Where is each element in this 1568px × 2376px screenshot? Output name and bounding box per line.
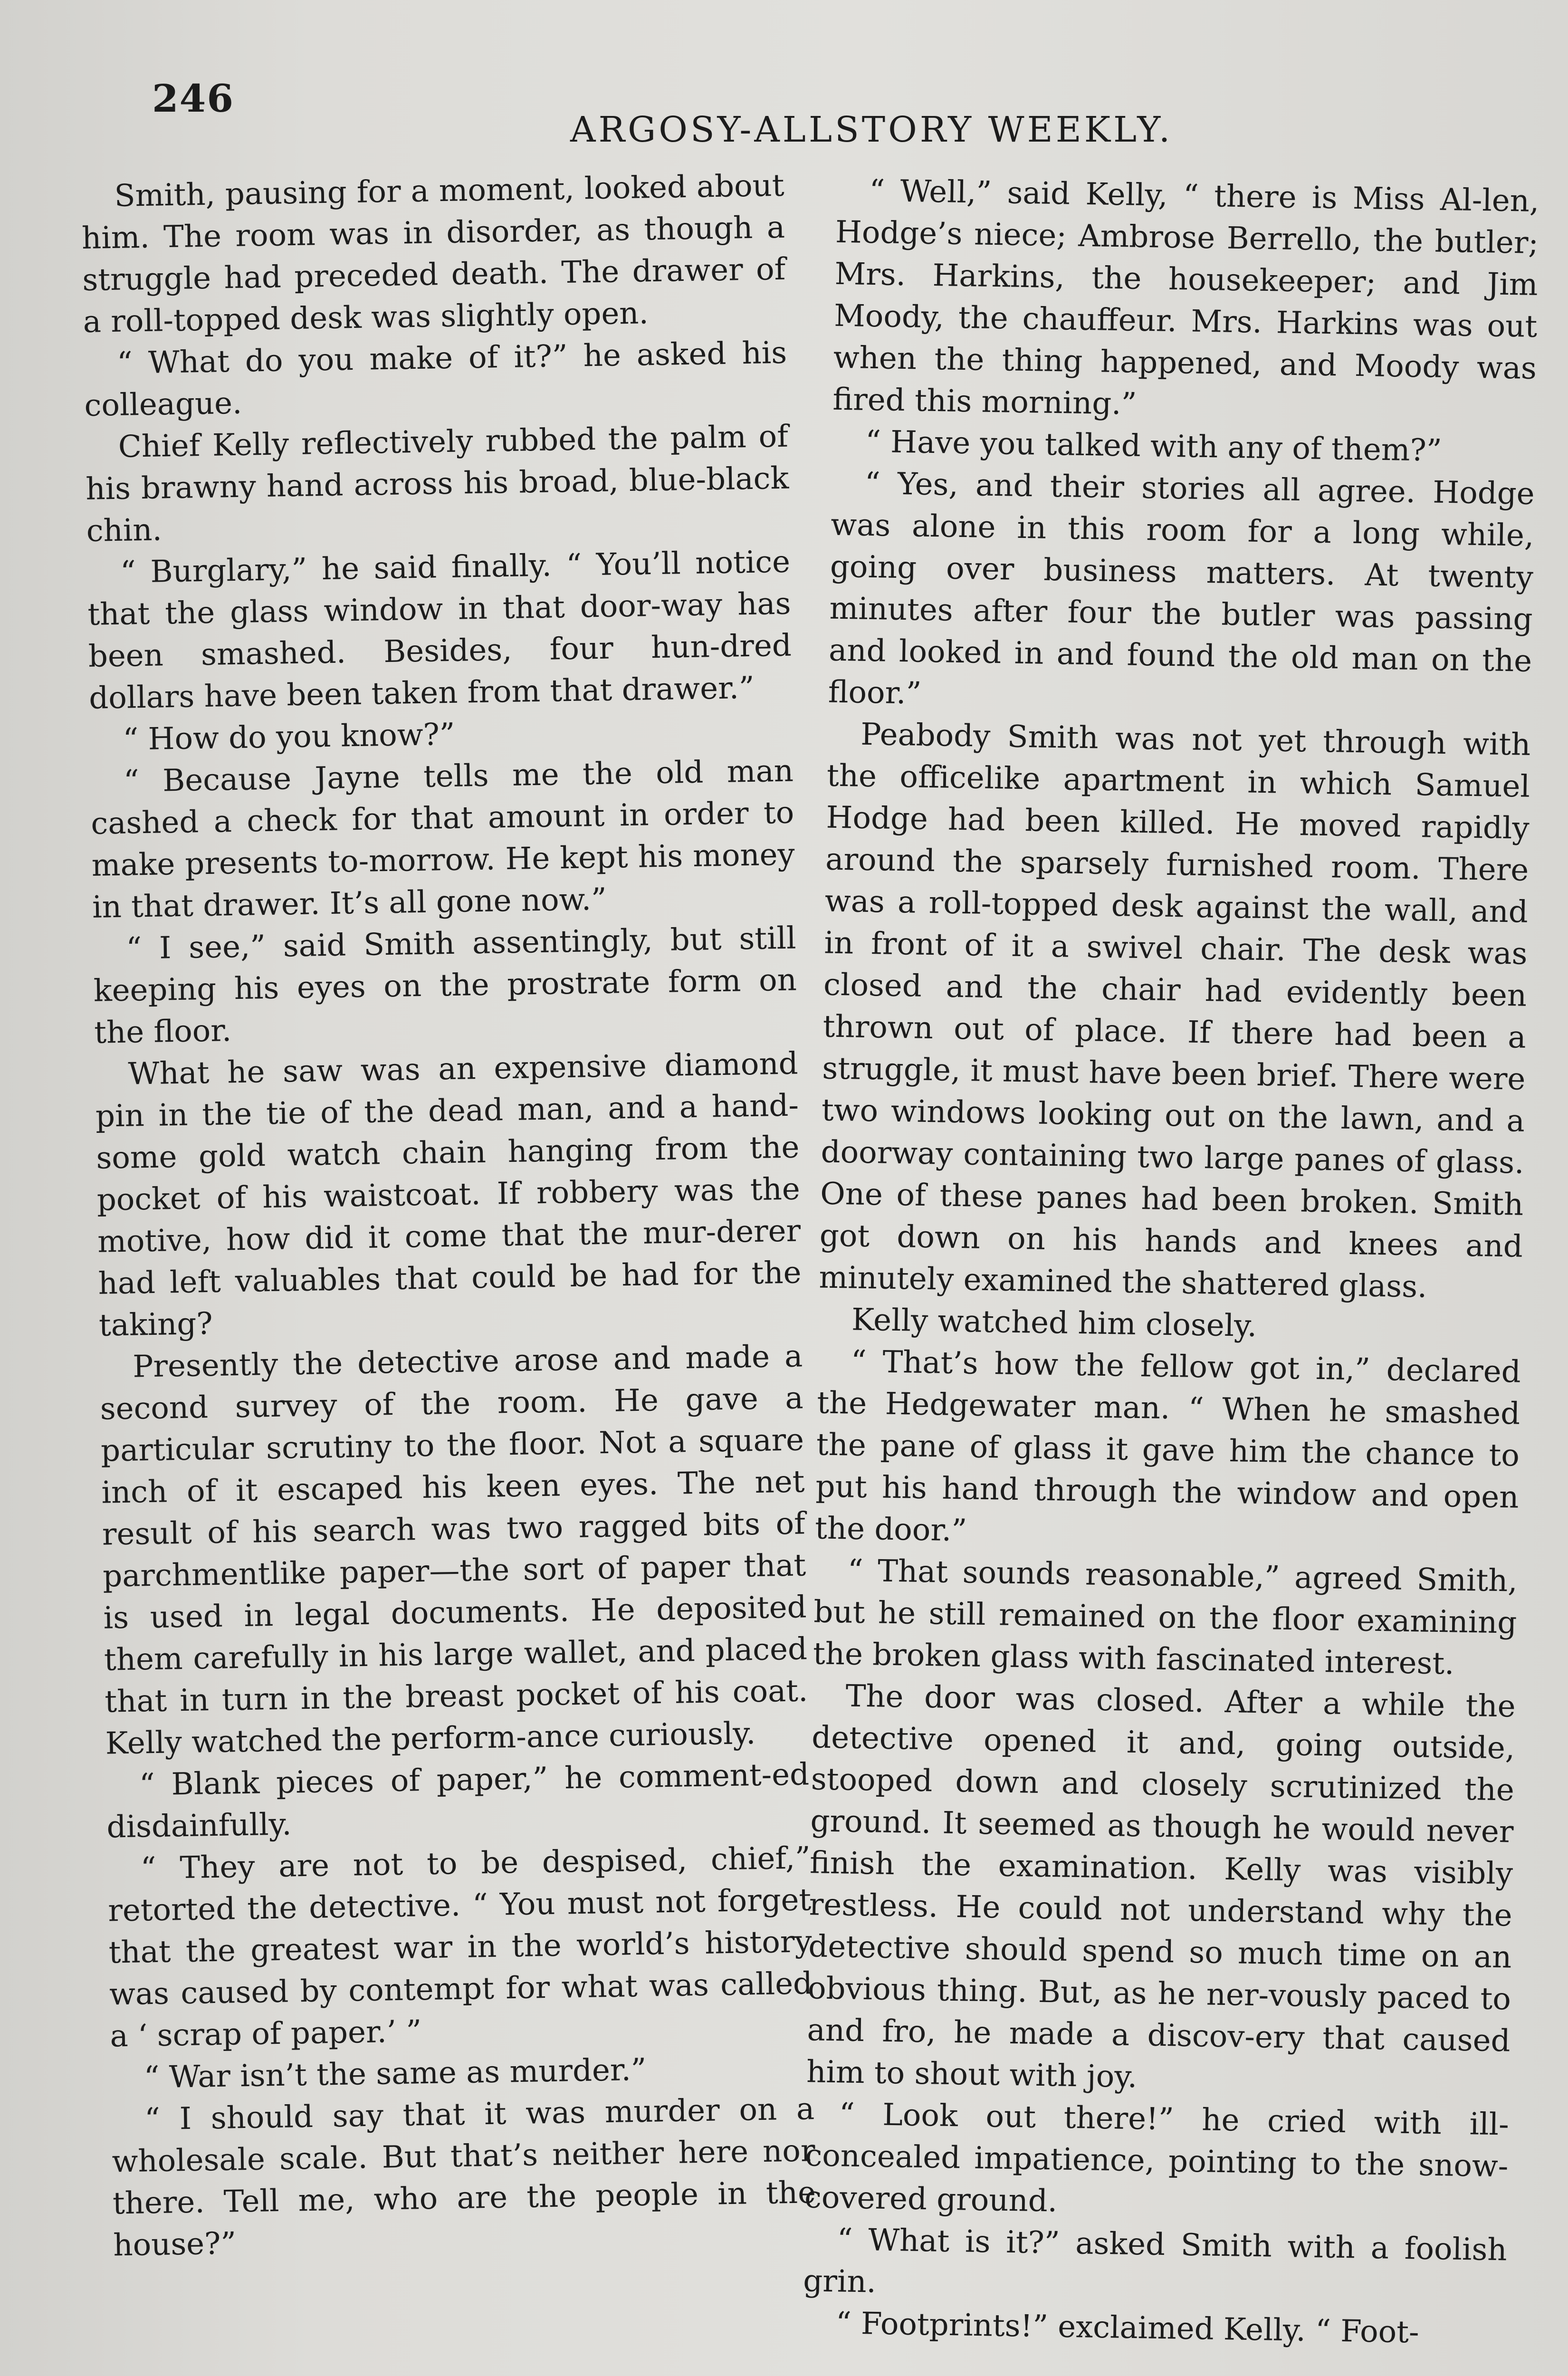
paragraph: What he saw was an expensive diamond pin in the tie of the dead man, and a hand-some gold watch chain hanging from the pocket of his waistcoat. If robbery was the motive, how did it come that the mur-derer had left valuables that could be had for the taking? — [95, 1046, 802, 1343]
paragraph: “ War isn’t the same as murder.” — [143, 2052, 647, 2096]
paragraph: “ Yes, and their stories all agree. Hodge was alone in this room for a long while, going over business matters. At twenty minutes after four the butler was passing and looked in and found the old man on the floor.” — [828, 466, 1535, 711]
paragraph: “ Look out there!” he cried with ill-concealed impatience, pointing to the snow-covered ground. — [804, 2097, 1510, 2219]
paragraph: “ What is it?” asked Smith with a foolish grin. — [803, 2222, 1508, 2300]
running-head: ARGOSY-ALLSTORY WEEKLY. — [570, 109, 1173, 150]
paragraph: “ Blank pieces of paper,” he comment-ed disdainfully. — [106, 1757, 810, 1845]
paragraph: Smith, pausing for a moment, looked about him. The room was in disorder, as though a struggle had preceded death. The drawer of a roll-topped desk was slightly open. — [81, 168, 786, 340]
paragraph: “ Because Jayne tells me the old man cashed a check for that amount in order to make presents to-morrow. He kept his money in that drawer. It’s all gone now.” — [90, 753, 795, 925]
paragraph: Kelly watched him closely. — [851, 1302, 1257, 1344]
paragraph: “ I see,” said Smith assentingly, but still keeping his eyes on the prostrate form on the floor. — [93, 920, 797, 1051]
paragraph: Presently the detective arose and made a second survey of the room. He gave a particular scrutiny to the floor. Not a square inch of it escaped his keen eyes. The net result of his search was two ragged bits of parchmentlike paper—the sort of paper that is used in legal documents. He deposited them carefully in his large wallet, and placed that in turn in the breast pocket of his coat. Kelly watched the perform-ance curiously. — [100, 1339, 808, 1762]
paragraph: “ Footprints!” exclaimed Kelly. “ Foot- — [835, 2306, 1420, 2350]
paragraph: “ Have you talked with any of them?” — [865, 424, 1443, 469]
paragraph: “ Burglary,” he said finally. “ You’ll notice that the glass window in that door-way has been smashed. Besides, four hun-dred dollars have been taken from that drawer.” — [87, 544, 792, 716]
paragraph: “ That’s how the fellow got in,” declared the Hedgewater man. “ When he smashed the pane of glass it gave him the chance to put his hand through the window and open the door.” — [814, 1344, 1521, 1549]
paragraph: “ That sounds reasonable,” agreed Smith, but he still remained on the floor examining the broken glass with fascinated interest. — [813, 1553, 1518, 1682]
paragraph: “ What do you make of it?” he asked his colleague. — [84, 335, 787, 423]
page-number: 246 — [152, 76, 234, 121]
paragraph: “ Well,” said Kelly, “ there is Miss Al-len, Hodge’s niece; Ambrose Berrello, the butler; Mrs. Harkins, the housekeeper; and Jim Moody, the chauffeur. Mrs. Harkins was out when the thing happened, and Moody was fired this morning.” — [832, 173, 1539, 422]
paragraph: “ I should say that it was murder on a wholesale scale. But that’s neither here nor there. Tell me, who are the people in the house?” — [112, 2091, 816, 2263]
left-column — [81, 165, 817, 2267]
paragraph: The door was closed. After a while the detective opened it and, going outside, stooped down and closely scrutinized the ground. It seemed as though he would never finish the examination. Kelly was visibly restless. He could not understand why the detective should spend so much time on an obvious thing. But, as he ner-vously paced to and fro, he made a discov-ery that caused him to shout with joy. — [806, 1678, 1516, 2095]
paragraph: Chief Kelly reflectively rubbed the palm of his brawny hand across his broad, blue-black chin. — [85, 419, 789, 549]
right-column — [802, 170, 1539, 2355]
paragraph: “ How do you know?” — [123, 717, 456, 757]
paragraph: Peabody Smith was not yet through with the officelike apartment in which Samuel Hodge had been killed. He moved rapidly around the sparsely furnished room. There was a roll-topped desk against the wall, and in front of it a swivel chair. The desk was closed and the chair had evidently been thrown out of place. If there had been a struggle, it must have been brief. There were two windows looking out on the lawn, and a doorway containing two large panes of glass. One of these panes had been broken. Smith got down on his hands and knees and minutely examined the shattered glass. — [818, 717, 1531, 1305]
paragraph: “ They are not to be despised, chief,” retorted the detective. “ You must not forget that the greatest war in the world’s history was caused by contempt for what was called a ‘ scrap of paper.’ ” — [107, 1840, 813, 2054]
